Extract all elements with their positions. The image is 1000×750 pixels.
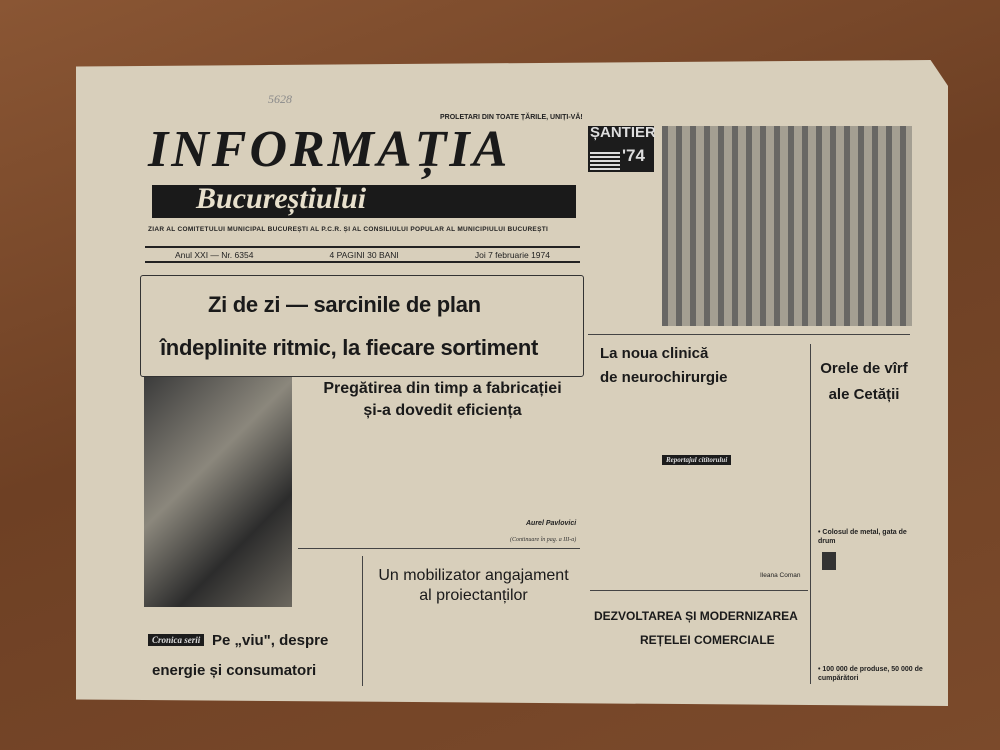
building-photo: [662, 126, 912, 326]
article1-text-col1: [298, 430, 386, 550]
column-rule-right: [810, 344, 811, 684]
divider-line: [298, 548, 580, 549]
section-divider: [588, 334, 910, 335]
article4-text-col4: [736, 345, 806, 565]
factory-photo: [144, 377, 292, 607]
article3-title: [212, 630, 328, 652]
article5-stat: • 100 000 de produse, 50 000 de cumpărători: [818, 666, 923, 682]
publisher-line: ZIAR AL COMITETULUI MUNICIPAL BUCUREȘTI AL P.C.R. ȘI AL CONSILIULUI POPULAR AL MUNICIPIULUI BUCUREȘTI: [148, 226, 549, 233]
article5-title-line1: Orele de vîrf: [820, 360, 908, 377]
santier-year: '74: [622, 146, 645, 165]
article6-title-line2: REȚELEI COMERCIALE: [640, 633, 775, 647]
masthead-title: INFORMAȚIA: [148, 121, 511, 178]
section-divider-2: [590, 590, 808, 591]
article3-title-line2: energie și consumatori: [152, 662, 317, 679]
article5-text2: [840, 550, 914, 660]
column-badge-cronica-serii: Cronica serii: [148, 634, 204, 646]
column-rule: [362, 556, 363, 686]
small-photo: [822, 552, 836, 570]
article6-text-col2: [700, 660, 806, 696]
article4-title-line2: de neurochirurgie: [600, 369, 728, 386]
article2-title-line2: al proiectanților: [419, 587, 528, 604]
article4-badge: Reportajul cititorului: [662, 455, 731, 465]
article5-title: [814, 356, 914, 408]
santier-label: ȘANTIER: [590, 124, 656, 141]
article1-text-col2: [400, 430, 480, 550]
article1-title: [300, 378, 585, 422]
article1-title-line1: Pregătirea din timp a fabricației: [323, 380, 562, 397]
article5-text: [818, 418, 914, 518]
article4-text-col2: [662, 345, 732, 445]
article2-text-col2: [440, 610, 510, 690]
slogan: PROLETARI DIN TOATE ȚĂRILE, UNIȚI-VĂ!: [440, 114, 583, 121]
article1-author: Aurel Pavlovici: [526, 520, 577, 527]
santier-stripes: [590, 150, 620, 170]
handwritten-note: 5628: [268, 92, 292, 106]
lead-headline-box: [140, 275, 584, 377]
pages-price: 4 PAGINI 30 BANI: [329, 249, 399, 260]
article1-text-col3: [490, 430, 578, 510]
article3-title-line1: Pe „viu", despre: [212, 632, 329, 649]
issue-number: Anul XXI — Nr. 6354: [175, 249, 254, 260]
article4-author: Ileana Coman: [760, 572, 801, 579]
article4-text-col3: [662, 475, 732, 575]
article2-text-col1: [366, 610, 436, 690]
article4-text-col1: [596, 400, 656, 580]
article1-title-line2: și-a dovedit eficiența: [363, 402, 522, 419]
article2-title-line1: Un mobilizator angajament: [378, 567, 569, 584]
article6-text-col1: [594, 660, 694, 696]
article5-subitem: • Colosul de metal, gata de drum: [818, 529, 907, 545]
article4-title-line1: La noua clinică: [600, 345, 709, 362]
article1-continued: (Continuare în pag. a III-a): [510, 537, 577, 543]
article2-title: [366, 566, 581, 606]
caption-text: [298, 556, 358, 616]
issue-info-bar: [145, 246, 580, 263]
masthead-subtitle: Bucureștiului: [196, 182, 367, 215]
issue-date: Joi 7 februarie 1974: [474, 249, 550, 260]
article5-title-line2: ale Cetății: [828, 386, 900, 403]
lead-headline-line1: Zi de zi — sarcinile de plan: [208, 292, 481, 317]
article6-title-line1: DEZVOLTAREA ȘI MODERNIZAREA: [594, 609, 798, 623]
article2-text-col3: [514, 610, 580, 690]
santier-text: [596, 178, 658, 328]
lead-headline-line2: îndeplinite ritmic, la fiecare sortiment: [160, 335, 538, 360]
article6-title: [594, 604, 798, 652]
